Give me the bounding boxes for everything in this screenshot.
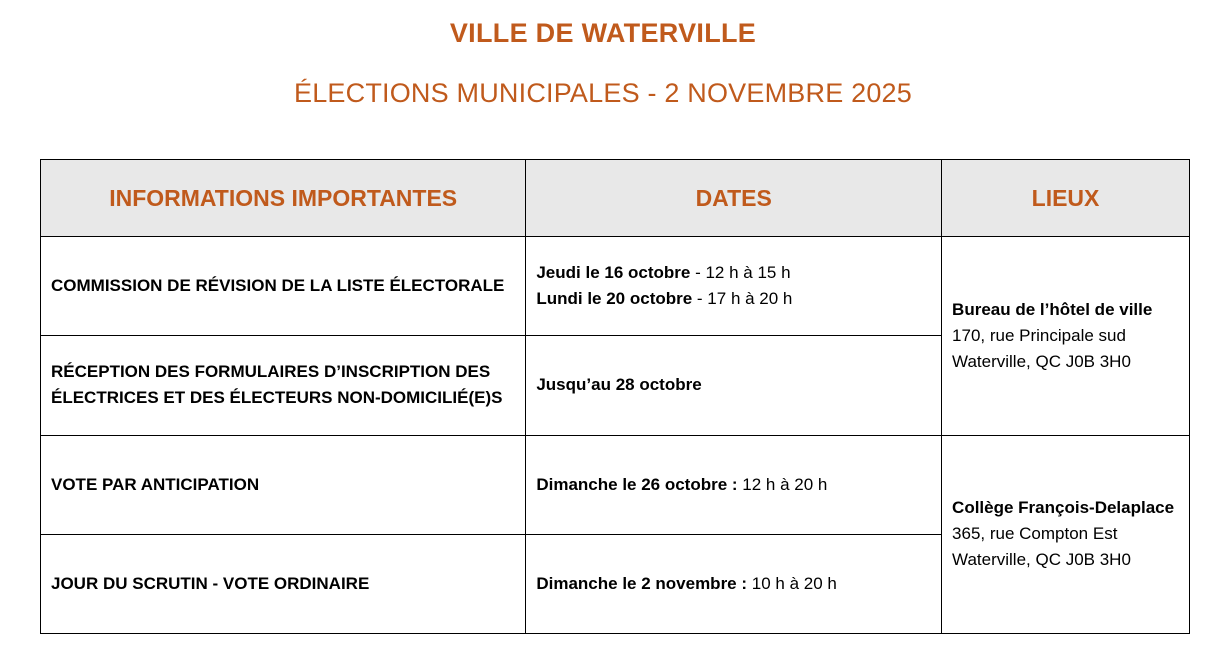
lieu-address: 170, rue Principale sud xyxy=(952,325,1126,345)
header-lieux: LIEUX xyxy=(942,160,1190,237)
header-informations: INFORMATIONS IMPORTANTES xyxy=(41,160,526,237)
election-info-table xyxy=(40,159,1190,634)
lieu-name: Collège François-Delaplace xyxy=(952,498,1175,518)
info-line: RÉCEPTION DES FORMULAIRES D’INSCRIPTION DES xyxy=(51,362,491,382)
date-day: Dimanche le 2 novembre : xyxy=(536,573,748,593)
page-subtitle: ÉLECTIONS MUNICIPALES - 2 NOVEMBRE 2025 xyxy=(294,78,912,108)
lieu-cell-hotel-de-ville xyxy=(942,237,1190,436)
date-time: - 12 h à 15 h xyxy=(690,263,791,283)
page-title: VILLE DE WATERVILLE xyxy=(449,18,757,48)
lieu-city: Waterville, QC J0B 3H0 xyxy=(952,550,1131,570)
info-line: ÉLECTRICES ET DES ÉLECTEURS NON-DOMICILIÉ(E)S xyxy=(51,388,503,408)
date-day: Lundi le 20 octobre xyxy=(536,289,693,309)
lieu-city: Waterville, QC J0B 3H0 xyxy=(952,351,1131,371)
lieu-name: Bureau de l’hôtel de ville xyxy=(952,299,1153,319)
date-cell-jour-scrutin xyxy=(526,534,942,633)
table-row xyxy=(41,435,1190,534)
date-cell-commission xyxy=(526,237,942,336)
date-cell-vote-anticipation xyxy=(526,435,942,534)
date-time: - 17 h à 20 h xyxy=(692,289,793,309)
date-cell-reception xyxy=(526,336,942,435)
lieu-address: 365, rue Compton Est xyxy=(952,524,1118,544)
header-dates: DATES xyxy=(526,160,942,237)
date-line xyxy=(536,260,931,286)
table-header-row xyxy=(41,160,1190,237)
info-cell-vote-anticipation: VOTE PAR ANTICIPATION xyxy=(41,435,526,534)
date-day: Jeudi le 16 octobre xyxy=(536,263,691,283)
info-cell-commission: COMMISSION DE RÉVISION DE LA LISTE ÉLECTORALE xyxy=(41,237,526,336)
lieu-cell-college xyxy=(942,435,1190,634)
date-line xyxy=(536,571,931,597)
table-row xyxy=(41,237,1190,336)
date-time: 10 h à 20 h xyxy=(747,573,837,593)
date-line xyxy=(536,286,931,312)
date-day: Jusqu’au 28 octobre xyxy=(536,375,702,395)
date-line xyxy=(536,472,931,498)
info-cell-reception-formulaires xyxy=(41,336,526,435)
date-day: Dimanche le 26 octobre : xyxy=(536,474,738,494)
date-time: 12 h à 20 h xyxy=(737,474,828,494)
info-cell-jour-scrutin: JOUR DU SCRUTIN - VOTE ORDINAIRE xyxy=(41,534,526,633)
